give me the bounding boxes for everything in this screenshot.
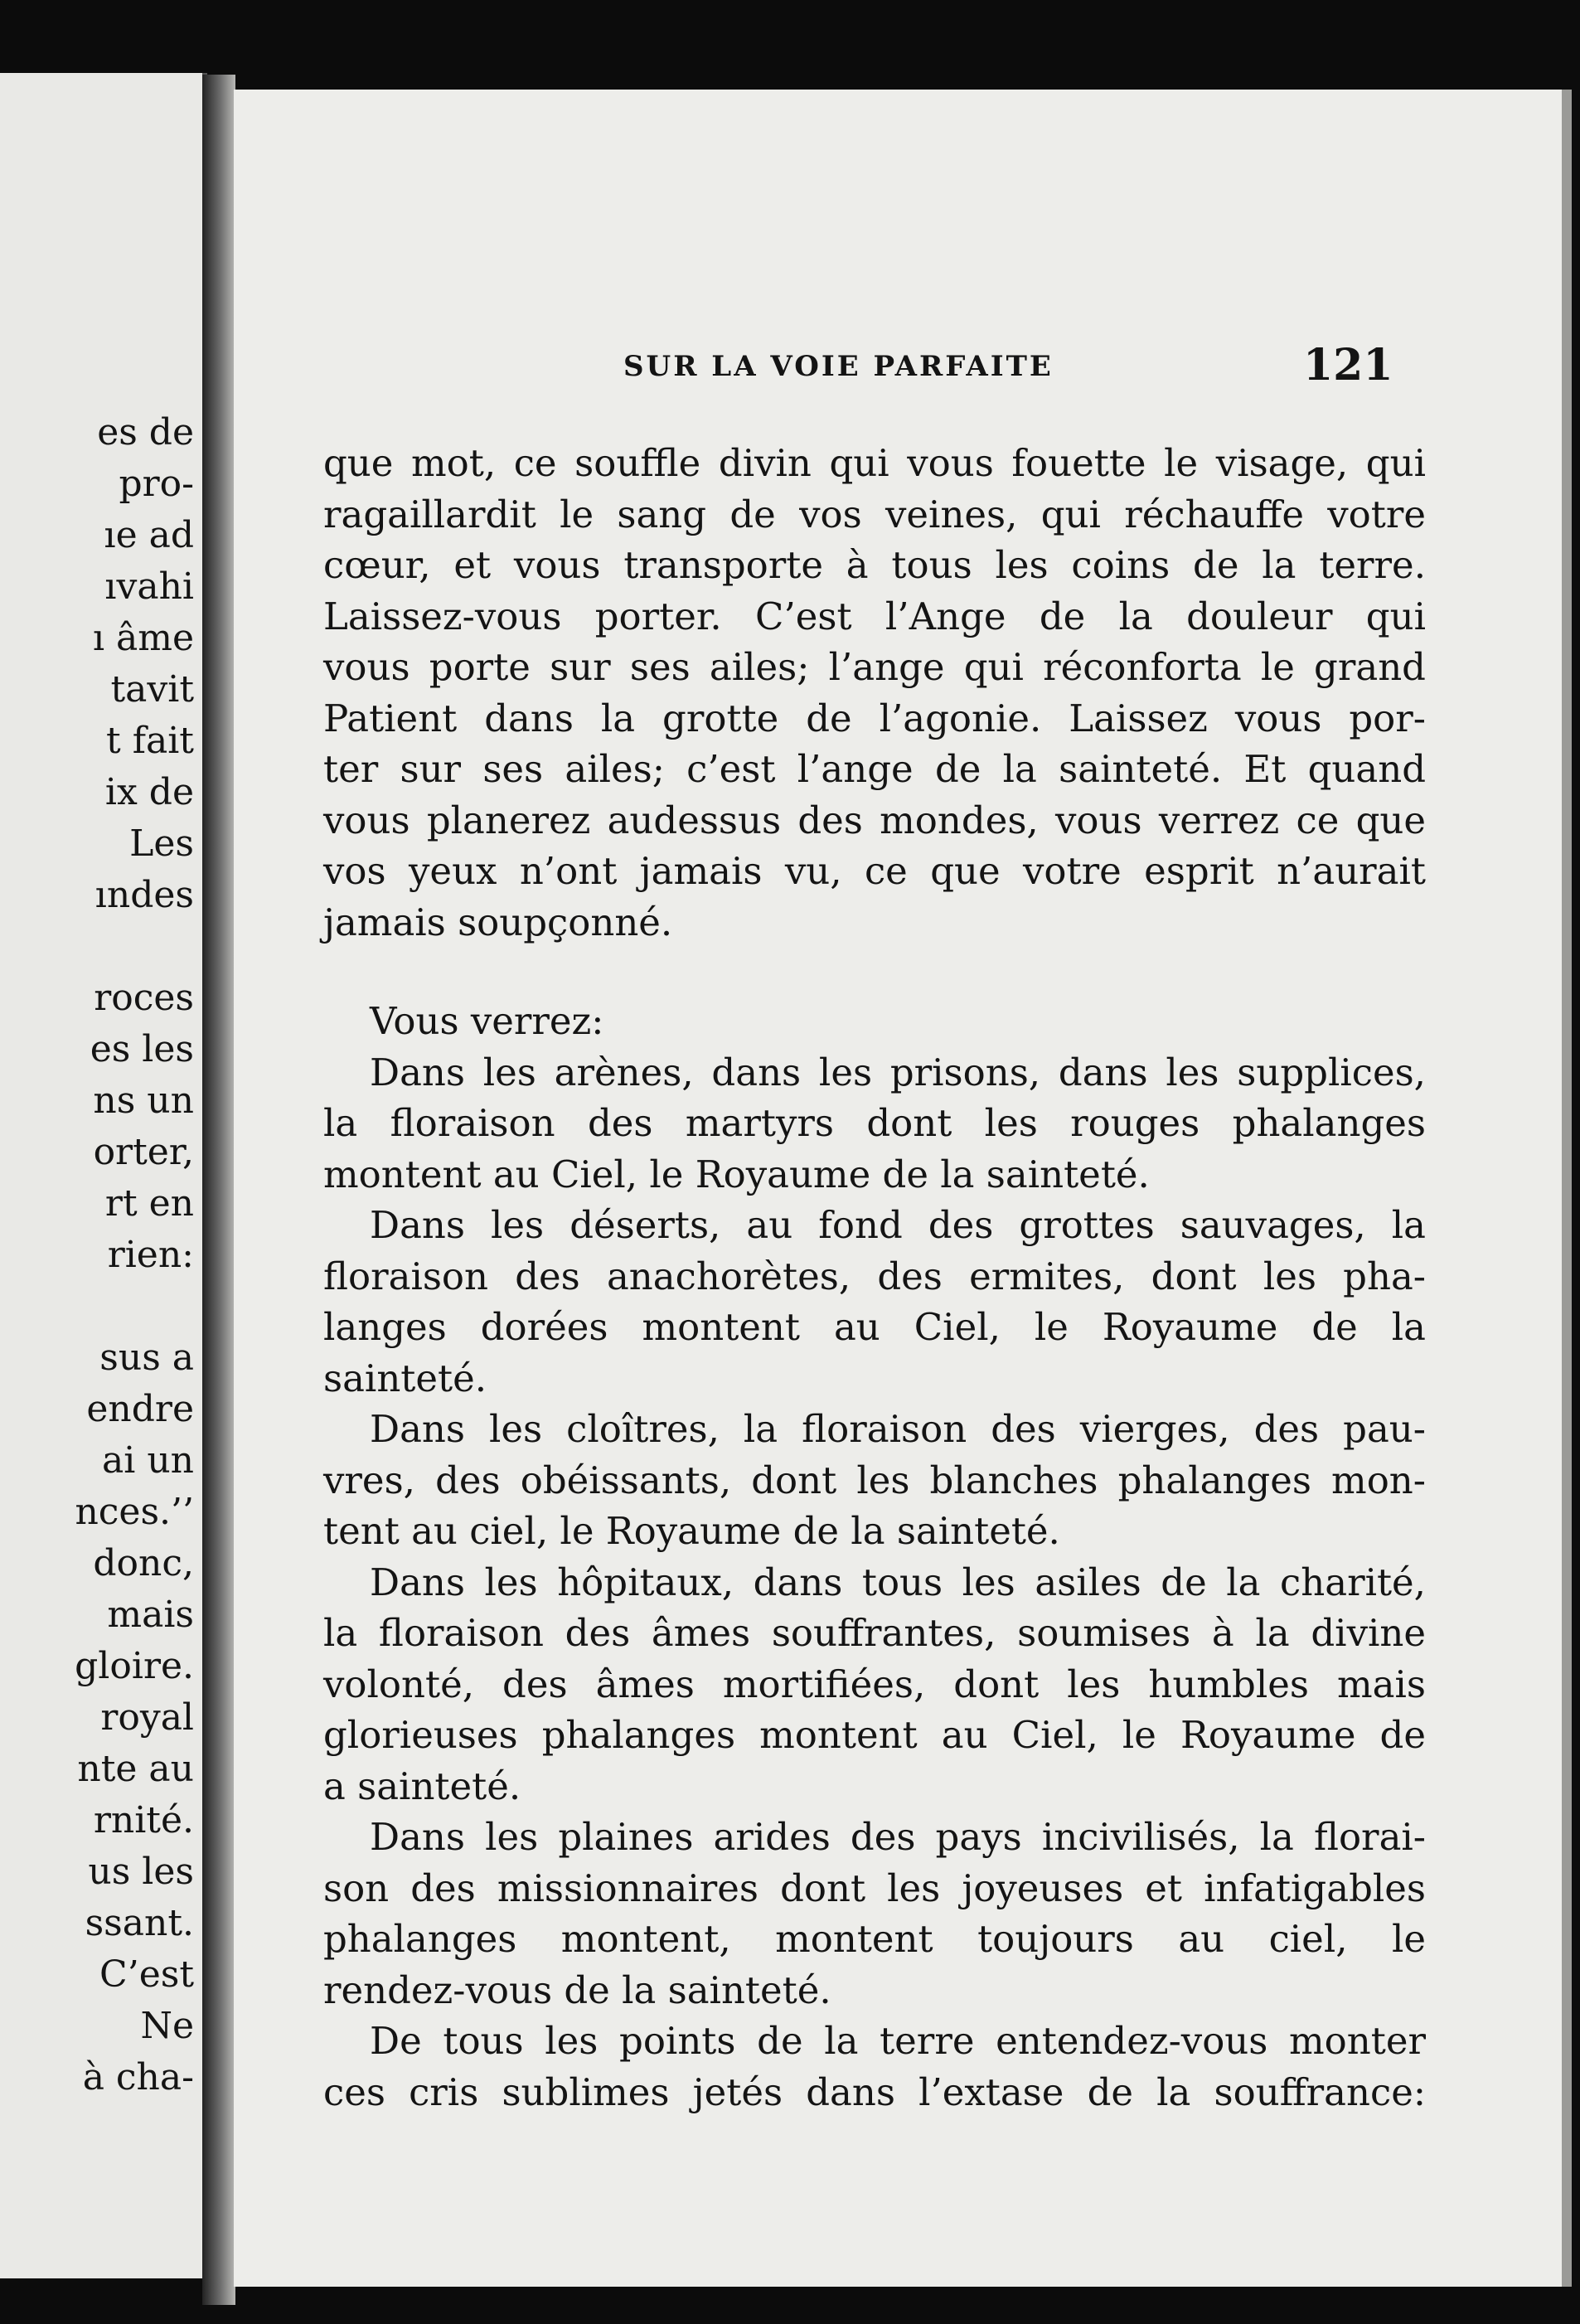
left-page-fragment: t fait bbox=[106, 720, 194, 762]
left-page-fragment: pro- bbox=[119, 463, 194, 505]
left-page-fragment: ns un bbox=[93, 1080, 194, 1122]
paragraph bbox=[323, 1812, 1426, 2016]
left-page-fragment: C’est bbox=[99, 1953, 194, 1996]
left-page-fragment: ıvahi bbox=[104, 565, 194, 608]
left-page-fragment: ai un bbox=[102, 1439, 194, 1482]
left-page-fragment: us les bbox=[88, 1851, 194, 1893]
text-line: Dans les hôpitaux, dans tous les asiles de la charité, bbox=[370, 1560, 1426, 1604]
left-page-fragment: à cha- bbox=[82, 2056, 194, 2098]
left-page-fragment: ssant. bbox=[85, 1902, 194, 1944]
left-page-fragment: royal bbox=[100, 1696, 194, 1739]
text-line: la floraison des martyrs dont les rouges phalanges bbox=[323, 1101, 1426, 1145]
left-page-fragment: rien: bbox=[107, 1234, 194, 1276]
text-line: la floraison des âmes souffrantes, soumises à la divine bbox=[323, 1611, 1426, 1655]
left-page-fragment: es de bbox=[97, 411, 194, 454]
text-line: Dans les plaines arides des pays incivilisés, la florai- bbox=[370, 1815, 1426, 1859]
left-page-fragment: es les bbox=[90, 1028, 194, 1070]
book-gutter bbox=[202, 75, 235, 2305]
left-page-fragment: ix de bbox=[104, 771, 194, 813]
left-page-fragment: donc, bbox=[93, 1542, 194, 1584]
left-page-fragment: Ne bbox=[140, 2005, 194, 2047]
text-line: vres, des obéissants, dont les blanches phalanges mon- bbox=[323, 1458, 1426, 1502]
left-page-fragment: tavit bbox=[110, 668, 194, 711]
left-page-fragment: nces.’’ bbox=[75, 1491, 194, 1533]
book-page bbox=[234, 90, 1572, 2287]
text-line: Laissez-vous porter. C’est l’Ange de la douleur qui bbox=[323, 594, 1426, 638]
left-page-fragment: roces bbox=[94, 977, 194, 1019]
text-line: ces cris sublimes jetés dans l’extase de la souffrance: bbox=[323, 2069, 1426, 2114]
paragraph-gap bbox=[323, 948, 1426, 996]
left-page-fragment: sus a bbox=[99, 1337, 194, 1379]
text-line: montent au Ciel, le Royaume de la sainteté. bbox=[323, 1152, 1150, 1196]
text-line: a sainteté. bbox=[323, 1764, 521, 1808]
text-line: que mot, ce souffle divin qui vous fouette le visage, qui bbox=[323, 441, 1426, 485]
running-header bbox=[234, 340, 1562, 395]
text-line: ragaillardit le sang de vos veines, qui réchauffe votre bbox=[323, 492, 1426, 536]
text-line: sainteté. bbox=[323, 1356, 487, 1400]
text-line: vous porte sur ses ailes; l’ange qui réconforta le grand bbox=[323, 645, 1426, 689]
left-page-fragment: ıe ad bbox=[104, 514, 194, 556]
left-page-fragment: ı âme bbox=[92, 617, 194, 659]
text-line: jamais soupçonné. bbox=[323, 900, 673, 944]
text-line: Dans les cloîtres, la floraison des vierges, des pau- bbox=[370, 1407, 1426, 1451]
left-page-fragment: Les bbox=[129, 822, 194, 865]
text-line: Patient dans la grotte de l’agonie. Laissez vous por- bbox=[323, 696, 1426, 740]
paragraph bbox=[323, 438, 1426, 948]
left-page-fragment: ındes bbox=[95, 874, 194, 916]
left-page-fragment: nte au bbox=[77, 1748, 194, 1790]
text-line: volonté, des âmes mortifiées, dont les humbles mais bbox=[323, 1662, 1426, 1706]
text-line: tent au ciel, le Royaume de la sainteté. bbox=[323, 1509, 1060, 1553]
text-line: vous planerez audessus des mondes, vous verrez ce que bbox=[323, 798, 1426, 842]
text-line: vos yeux n’ont jamais vu, ce que votre esprit n’aurait bbox=[323, 849, 1426, 893]
text-line: Dans les déserts, au fond des grottes sauvages, la bbox=[370, 1203, 1426, 1247]
paragraph bbox=[323, 1047, 1426, 1201]
text-line: cœur, et vous transporte à tous les coins de la terre. bbox=[323, 543, 1426, 587]
left-page-fragment: rnité. bbox=[93, 1799, 194, 1841]
paragraph bbox=[323, 1557, 1426, 1812]
paragraph bbox=[323, 1404, 1426, 1557]
left-page-fragment: orter, bbox=[93, 1131, 194, 1173]
left-page-fragment: rt en bbox=[104, 1182, 194, 1225]
text-line: floraison des anachorètes, des ermites, dont les pha- bbox=[323, 1254, 1426, 1298]
paragraph bbox=[323, 996, 1426, 1047]
page-body bbox=[323, 438, 1426, 2118]
left-page-fragment: gloire. bbox=[75, 1645, 194, 1687]
text-line: ter sur ses ailes; c’est l’ange de la sainteté. Et quand bbox=[323, 747, 1426, 791]
text-line: glorieuses phalanges montent au Ciel, le Royaume de bbox=[323, 1713, 1426, 1757]
left-page-fragment: mais bbox=[107, 1594, 194, 1636]
text-line: Dans les arènes, dans les prisons, dans les supplices, bbox=[370, 1050, 1426, 1094]
paragraph bbox=[323, 1200, 1426, 1404]
facing-page-left bbox=[0, 73, 207, 2278]
text-line: phalanges montent, montent toujours au ciel, le bbox=[323, 1917, 1426, 1961]
page-number: 121 bbox=[1303, 340, 1393, 391]
text-line: son des missionnaires dont les joyeuses et infatigables bbox=[323, 1866, 1426, 1910]
left-page-fragment: endre bbox=[86, 1388, 194, 1430]
text-line: De tous les points de la terre entendez-vous monter bbox=[370, 2019, 1426, 2063]
text-line: rendez-vous de la sainteté. bbox=[323, 1967, 831, 2012]
text-line: Vous verrez: bbox=[370, 999, 604, 1043]
running-title: SUR LA VOIE PARFAITE bbox=[623, 350, 1054, 383]
text-line: langes dorées montent au Ciel, le Royaume de la bbox=[323, 1305, 1426, 1349]
paragraph bbox=[323, 2016, 1426, 2118]
